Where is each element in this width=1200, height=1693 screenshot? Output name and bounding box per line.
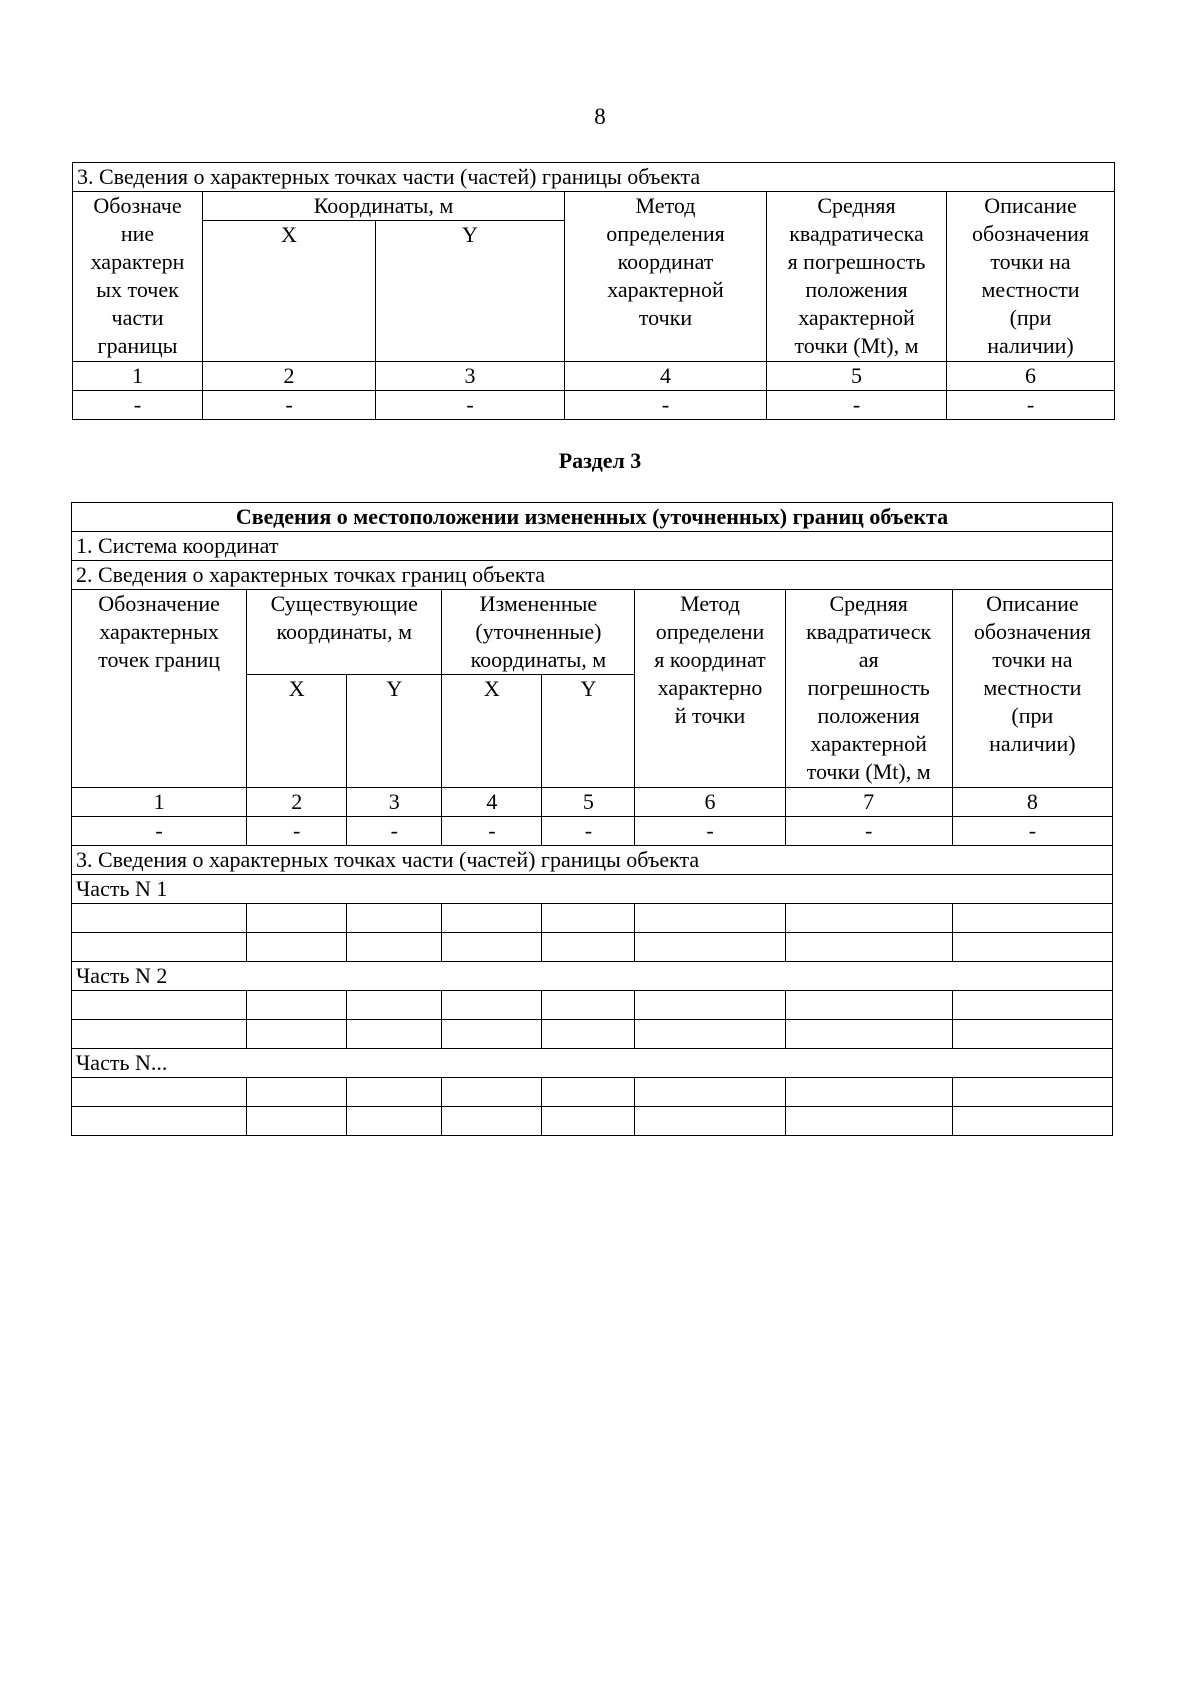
table-row	[72, 991, 1113, 1020]
table2-title: Сведения о местоположении измененных (уточненных) границ объекта	[72, 503, 1113, 532]
table1-col-description: Описание обозначения точки на местности (при наличии)	[947, 192, 1115, 362]
table2-col-point-designation: Обозначение характерных точек границ	[72, 590, 247, 788]
table1-number-row: 1 2 3 4 5 6	[73, 362, 1115, 391]
table2-dash-row: - - - - - - - -	[72, 817, 1113, 846]
table-row	[72, 1078, 1113, 1107]
table2-col-existing-y: Y	[347, 675, 442, 788]
table2-col-mean-error: Средняя квадратическ ая погрешность положения характерной точки (Mt), м	[785, 590, 952, 788]
table2-part-n-label: Часть N...	[72, 1049, 1113, 1078]
table2-col-existing-coords: Существующие координаты, м	[247, 590, 442, 675]
table-row	[72, 1020, 1113, 1049]
table-row	[72, 904, 1113, 933]
table-row	[72, 933, 1113, 962]
table2-col-existing-x: X	[247, 675, 347, 788]
table1-col-mean-error: Средняя квадратическа я погрешность положения характерной точки (Mt), м	[767, 192, 947, 362]
table2-col-changed-x: X	[442, 675, 542, 788]
table2-col-method: Метод определени я координат характерно й точки	[635, 590, 785, 788]
table2-col-changed-coords: Измененные (уточненные) координаты, м	[442, 590, 635, 675]
section-title: Раздел 3	[558, 448, 642, 473]
page-number: 8	[594, 104, 606, 129]
table2-part-1-label: Часть N 1	[72, 875, 1113, 904]
table-row	[72, 1107, 1113, 1136]
table-part-points	[72, 162, 1115, 420]
table2-coordinate-system: 1. Система координат	[72, 532, 1113, 561]
table2-part-2-label: Часть N 2	[72, 962, 1113, 991]
table1-title: 3. Сведения о характерных точках части (частей) границы объекта	[73, 163, 1115, 192]
table2-part-points-heading: 3. Сведения о характерных точках части (частей) границы объекта	[72, 846, 1113, 875]
table1-dash-row: - - - - - -	[73, 391, 1115, 420]
table1-col-point-designation: Обозначе ние характерн ых точек части границы	[73, 192, 203, 362]
table2-boundary-points-heading: 2. Сведения о характерных точках границ объекта	[72, 561, 1113, 590]
table2-col-description: Описание обозначения точки на местности (при наличии)	[952, 590, 1112, 788]
table2-col-changed-y: Y	[542, 675, 635, 788]
table2-number-row: 1 2 3 4 5 6 7 8	[72, 788, 1113, 817]
table1-col-x: X	[203, 221, 376, 362]
table1-col-y: Y	[376, 221, 565, 362]
table1-col-coordinates: Координаты, м	[203, 192, 565, 221]
table-changed-boundaries	[71, 502, 1113, 1136]
table1-col-method: Метод определения координат характерной точки	[565, 192, 767, 362]
